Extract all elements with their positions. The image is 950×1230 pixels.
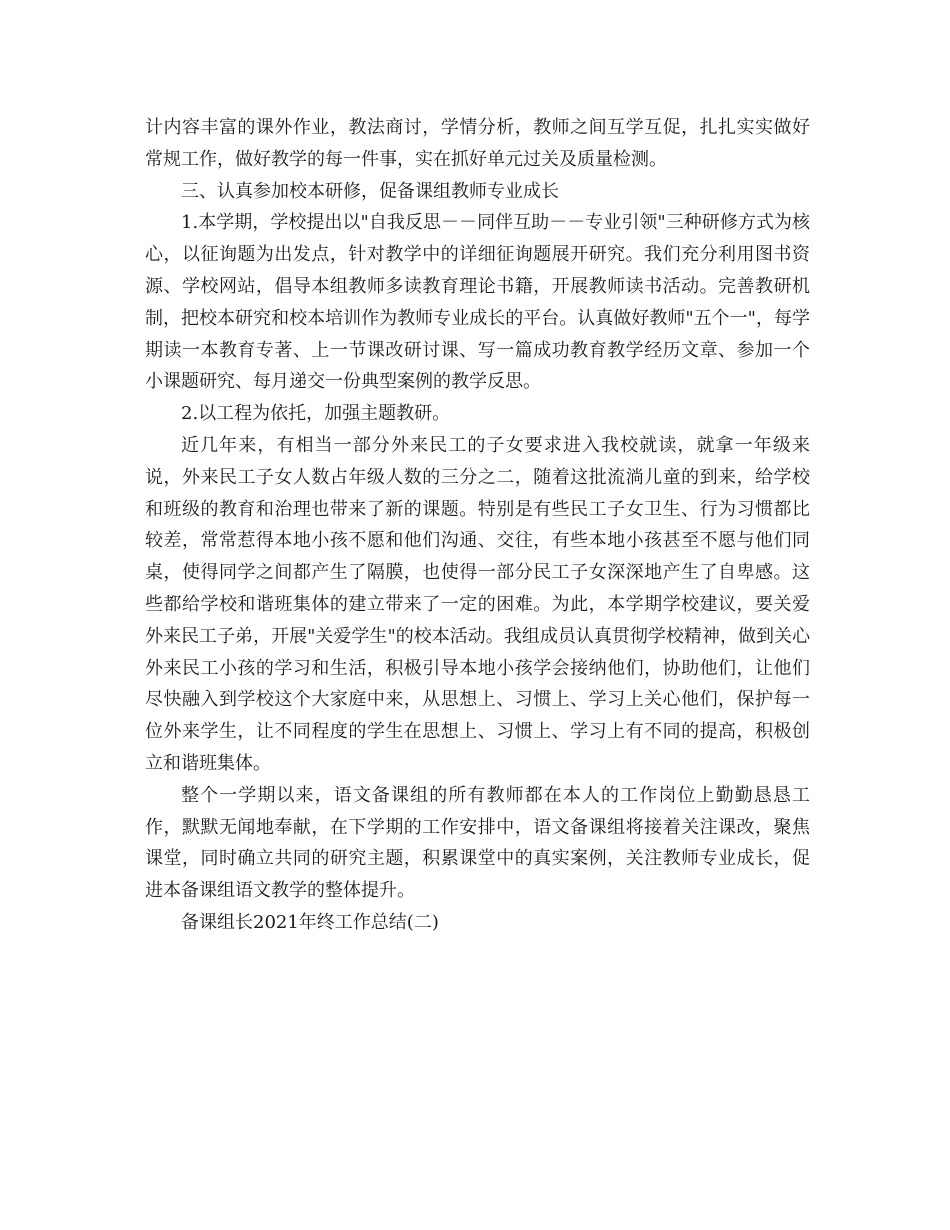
paragraph-continuation: 计内容丰富的课外作业，教法商讨，学情分析，教师之间互学互促，扎扎实实做好常规工作，做好教学的每一件事，实在抓好单元过关及质量检测。 (145, 117, 810, 170)
document-body (145, 112, 810, 939)
paragraph-item-2: 2.以工程为依托，加强主题教研。 (181, 403, 451, 425)
paragraph-conclusion: 整个一学期以来，语文备课组的所有教师都在本人的工作岗位上勤勤恳恳工作，默默无闻地奉献，在下学期的工作安排中，语文备课组将接着关注课改，聚焦课堂，同时确立共同的研究主题，积累课堂中的真实案例，关注教师专业成长，促进本备课组语文教学的整体提升。 (145, 784, 810, 902)
paragraph-item-1: 1.本学期，学校提出以"自我反思－－同伴互助－－专业引领"三种研修方式为核心，以征询题为出发点，针对教学中的详细征询题展开研究。我们充分利用图书资源、学校网站，倡导本组教师多读教育理论书籍，开展教师读书活动。完善教研机制，把校本研究和校本培训作为教师专业成长的平台。认真做好教师"五个一"，每学期读一本教育专著、上一节课改研讨课、写一篇成功教育教学经历文章、参加一个小课题研究、每月递交一份典型案例的教学反思。 (145, 212, 810, 393)
document-subtitle: 备课组长2021年终工作总结(二) (181, 911, 439, 933)
paragraph-body: 近几年来，有相当一部分外来民工的子女要求进入我校就读，就拿一年级来说，外来民工子女人数占年级人数的三分之二，随着这批流淌儿童的到来，给学校和班级的教育和治理也带来了新的课题。特别是有些民工子女卫生、行为习惯都比较差，常常惹得本地小孩不愿和他们沟通、交往，有些本地小孩甚至不愿与他们同桌，使得同学之间都产生了隔膜，也使得一部分民工子女深深地产生了自卑感。这些都给学校和谐班集体的建立带来了一定的困难。为此，本学期学校建议，要关爱外来民工子弟，开展"关爱学生"的校本活动。我组成员认真贯彻学校精神，做到关心外来民工小孩的学习和生活，积极引导本地小孩学会接纳他们，协助他们，让他们尽快融入到学校这个大家庭中来，从思想上、习惯上、学习上关心他们，保护每一位外来学生，让不同程度的学生在思想上、习惯上、学习上有不同的提高，积极创立和谐班集体。 (145, 434, 810, 774)
section-heading: 三、认真参加校本研修，促备课组教师专业成长 (181, 180, 559, 202)
